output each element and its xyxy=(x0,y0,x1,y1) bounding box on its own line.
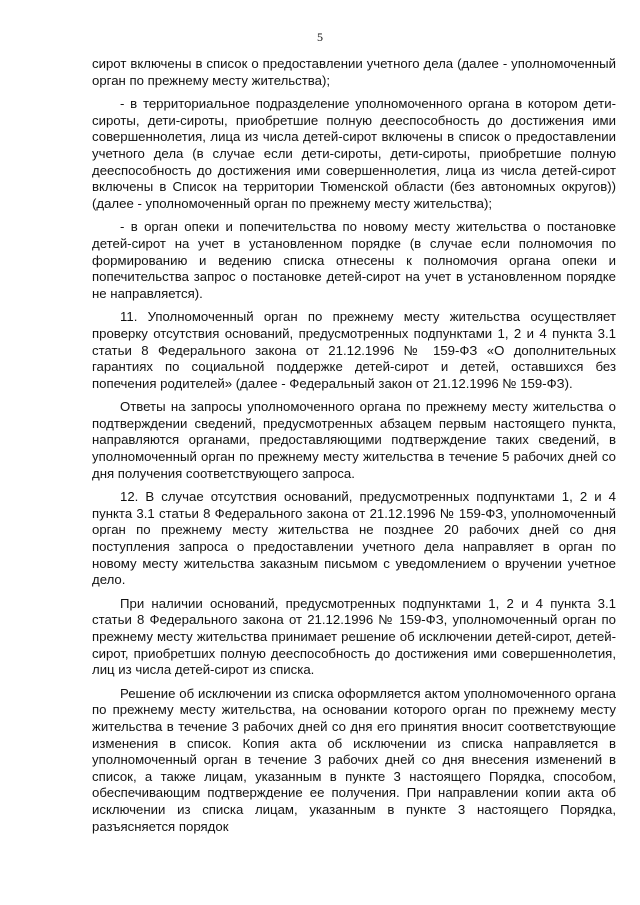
paragraph-continuation: сирот включены в список о предоставлении учетного дела (далее - уполномоченный орган по прежнему месту жительства); xyxy=(92,56,616,88)
paragraph-item-11: 11. Уполномоченный орган по прежнему месту жительства осуществляет проверку отсутствия оснований, предусмотренных подпунктами 1, 2 и 4 пункта 3.1 статьи 8 Федерального закона от 21.12.1996 № 159-ФЗ «О дополнительных гарантиях по социальной поддержке детей-сирот и детей, оставшихся без попечения родителей» (далее - Федеральный закон от 21.12.1996 № 159-ФЗ). xyxy=(92,309,616,391)
page-number: 5 xyxy=(317,30,323,44)
paragraph-item-12: 12. В случае отсутствия оснований, предусмотренных подпунктами 1, 2 и 4 пункта 3.1 статьи 8 Федерального закона от 21.12.1996 № 159-ФЗ, уполномоченный орган по прежнему месту жительства не позднее 20 рабочих дней со дня поступления запроса о предоставлении учетного дела направляет в орган по новому месту жительства заказным письмом с уведомлением о вручении учетное дело. xyxy=(92,489,616,588)
document-body xyxy=(92,56,616,840)
paragraph-responses: Ответы на запросы уполномоченного органа по прежнему месту жительства о подтверждении сведений, предусмотренных абзацем первым настоящего пункта, направляются органами, предоставляющими подтверждение таких сведений, в уполномоченный орган по прежнему месту жительства в течение 5 рабочих дней со дня получения соответствующего запроса. xyxy=(92,399,616,481)
paragraph-exclusion-decision: Решение об исключении из списка оформляется актом уполномоченного органа по прежнему месту жительства, на основании которого орган по прежнему месту жительства в течение 3 рабочих дней со дня его принятия вносит соответствующие изменения в список. Копия акта об исключении из списка направляется в уполномоченный орган в течение 3 рабочих дней со дня внесения изменений в список, а также лицам, указанным в пункте 3 настоящего Порядка, способом, обеспечивающим подтверждение ее получения. При направлении копии акта об исключении из списка лицам, указанным в пункте 3 настоящего Порядка, разъясняется порядок xyxy=(92,685,616,834)
paragraph-guardianship-authority: - в орган опеки и попечительства по новому месту жительства о постановке детей-сирот на учет в установленном порядке (в случае если полномочия по формированию и ведению списка отнесены к полномочия органа опеки и попечительства запрос о постановке детей-сирот на учет в установленном порядке не направляется). xyxy=(92,219,616,301)
paragraph-grounds-exclusion: При наличии оснований, предусмотренных подпунктами 1, 2 и 4 пункта 3.1 статьи 8 Федерального закона от 21.12.1996 № 159-ФЗ, уполномоченный орган по прежнему месту жительства принимает решение об исключении детей-сирот, детей-сирот, приобретших полную дееспособность до достижения ими совершеннолетия, лиц из числа детей-сирот из списка. xyxy=(92,595,616,678)
paragraph-territorial-division: - в территориальное подразделение уполномоченного органа в котором дети-сироты, дети-сироты, приобретшие полную дееспособность до достижения ими совершеннолетия, лица из числа детей-сирот включены в список о предоставлении учетного дела (в случае если дети-сироты, дети-сироты, приобретшие полную дееспособность до достижения ими совершеннолетия, лица из числа детей-сирот включены в Список на территории Тюменской области (без автономных округов)) (далее - уполномоченный орган по прежнему месту жительства); xyxy=(92,96,616,211)
